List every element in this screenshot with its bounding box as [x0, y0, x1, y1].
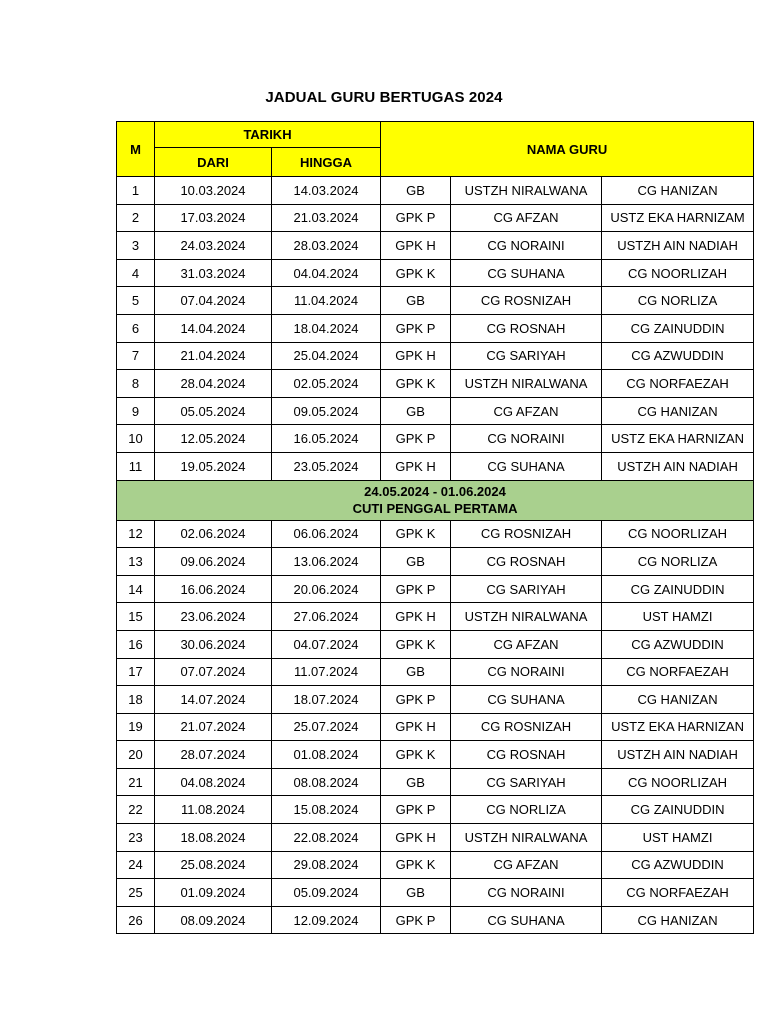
- date-from-cell: 31.03.2024: [155, 259, 272, 287]
- row-number-cell: 21: [117, 768, 155, 796]
- teacher-2-cell: CG ZAINUDDIN: [602, 314, 754, 342]
- table-row: [117, 741, 754, 769]
- teacher-2-cell: CG ZAINUDDIN: [602, 575, 754, 603]
- teacher-1-cell: USTZH NIRALWANA: [451, 824, 602, 852]
- date-from-cell: 16.06.2024: [155, 575, 272, 603]
- duty-role-cell: GPK K: [381, 851, 451, 879]
- table-row: [117, 851, 754, 879]
- duty-role-cell: GPK P: [381, 686, 451, 714]
- teacher-1-cell: CG ROSNAH: [451, 548, 602, 576]
- teacher-2-cell: CG HANIZAN: [602, 906, 754, 934]
- row-number-cell: 2: [117, 204, 155, 232]
- duty-role-cell: GPK P: [381, 575, 451, 603]
- teacher-1-cell: CG NORAINI: [451, 879, 602, 907]
- teacher-1-cell: CG SARIYAH: [451, 342, 602, 370]
- teacher-2-cell: CG HANIZAN: [602, 686, 754, 714]
- date-from-cell: 28.04.2024: [155, 370, 272, 398]
- row-number-cell: 14: [117, 575, 155, 603]
- table-row: [117, 425, 754, 453]
- header-dari: DARI: [155, 148, 272, 177]
- header-m: M: [117, 122, 155, 177]
- date-from-cell: 24.03.2024: [155, 232, 272, 260]
- teacher-2-cell: USTZH AIN NADIAH: [602, 741, 754, 769]
- duty-role-cell: GPK P: [381, 204, 451, 232]
- teacher-1-cell: CG SUHANA: [451, 452, 602, 480]
- date-to-cell: 18.04.2024: [272, 314, 381, 342]
- duty-role-cell: GPK K: [381, 741, 451, 769]
- header-hingga: HINGGA: [272, 148, 381, 177]
- duty-role-cell: GPK P: [381, 425, 451, 453]
- teacher-2-cell: USTZH AIN NADIAH: [602, 232, 754, 260]
- row-number-cell: 10: [117, 425, 155, 453]
- date-to-cell: 29.08.2024: [272, 851, 381, 879]
- teacher-2-cell: USTZH AIN NADIAH: [602, 452, 754, 480]
- row-number-cell: 8: [117, 370, 155, 398]
- teacher-2-cell: CG NORLIZA: [602, 548, 754, 576]
- row-number-cell: 3: [117, 232, 155, 260]
- header-tarikh: TARIKH: [155, 122, 381, 148]
- date-to-cell: 04.04.2024: [272, 259, 381, 287]
- teacher-2-cell: CG AZWUDDIN: [602, 851, 754, 879]
- teacher-1-cell: CG ROSNIZAH: [451, 287, 602, 315]
- table-row: [117, 204, 754, 232]
- duty-schedule-table: [116, 121, 754, 934]
- table-row: [117, 686, 754, 714]
- row-number-cell: 11: [117, 452, 155, 480]
- date-to-cell: 25.04.2024: [272, 342, 381, 370]
- table-row: [117, 259, 754, 287]
- teacher-2-cell: CG AZWUDDIN: [602, 630, 754, 658]
- date-from-cell: 19.05.2024: [155, 452, 272, 480]
- duty-role-cell: GPK K: [381, 630, 451, 658]
- page-title: JADUAL GURU BERTUGAS 2024: [265, 89, 503, 106]
- teacher-2-cell: USTZ EKA HARNIZAN: [602, 713, 754, 741]
- date-to-cell: 06.06.2024: [272, 520, 381, 548]
- date-to-cell: 11.07.2024: [272, 658, 381, 686]
- date-from-cell: 08.09.2024: [155, 906, 272, 934]
- teacher-1-cell: CG AFZAN: [451, 397, 602, 425]
- term-break-banner: [117, 480, 754, 520]
- row-number-cell: 22: [117, 796, 155, 824]
- row-number-cell: 25: [117, 879, 155, 907]
- date-to-cell: 23.05.2024: [272, 452, 381, 480]
- date-from-cell: 04.08.2024: [155, 768, 272, 796]
- teacher-1-cell: USTZH NIRALWANA: [451, 370, 602, 398]
- schedule-rows-term-1: [117, 177, 754, 481]
- date-from-cell: 11.08.2024: [155, 796, 272, 824]
- date-from-cell: 01.09.2024: [155, 879, 272, 907]
- teacher-1-cell: USTZH NIRALWANA: [451, 603, 602, 631]
- teacher-1-cell: CG AFZAN: [451, 851, 602, 879]
- date-from-cell: 05.05.2024: [155, 397, 272, 425]
- date-to-cell: 18.07.2024: [272, 686, 381, 714]
- teacher-1-cell: CG ROSNAH: [451, 314, 602, 342]
- date-to-cell: 13.06.2024: [272, 548, 381, 576]
- duty-role-cell: GPK H: [381, 452, 451, 480]
- date-from-cell: 14.07.2024: [155, 686, 272, 714]
- table-row: [117, 575, 754, 603]
- duty-role-cell: GB: [381, 768, 451, 796]
- teacher-2-cell: USTZ EKA HARNIZAM: [602, 204, 754, 232]
- row-number-cell: 6: [117, 314, 155, 342]
- duty-role-cell: GPK P: [381, 796, 451, 824]
- date-from-cell: 21.04.2024: [155, 342, 272, 370]
- term-break-dates: 24.05.2024 - 01.06.2024: [364, 484, 506, 500]
- teacher-2-cell: CG HANIZAN: [602, 397, 754, 425]
- table-row: [117, 232, 754, 260]
- teacher-1-cell: CG NORAINI: [451, 658, 602, 686]
- duty-role-cell: GPK P: [381, 906, 451, 934]
- date-to-cell: 01.08.2024: [272, 741, 381, 769]
- date-to-cell: 04.07.2024: [272, 630, 381, 658]
- table-row: [117, 768, 754, 796]
- teacher-1-cell: CG NORLIZA: [451, 796, 602, 824]
- date-from-cell: 28.07.2024: [155, 741, 272, 769]
- duty-role-cell: GB: [381, 177, 451, 205]
- duty-role-cell: GPK K: [381, 259, 451, 287]
- teacher-1-cell: CG SARIYAH: [451, 575, 602, 603]
- teacher-1-cell: CG AFZAN: [451, 204, 602, 232]
- row-number-cell: 23: [117, 824, 155, 852]
- date-to-cell: 27.06.2024: [272, 603, 381, 631]
- table-row: [117, 658, 754, 686]
- row-number-cell: 18: [117, 686, 155, 714]
- date-to-cell: 22.08.2024: [272, 824, 381, 852]
- date-to-cell: 28.03.2024: [272, 232, 381, 260]
- duty-role-cell: GPK H: [381, 232, 451, 260]
- date-to-cell: 08.08.2024: [272, 768, 381, 796]
- date-to-cell: 02.05.2024: [272, 370, 381, 398]
- row-number-cell: 12: [117, 520, 155, 548]
- table-header: [117, 122, 754, 177]
- teacher-1-cell: CG NORAINI: [451, 425, 602, 453]
- row-number-cell: 4: [117, 259, 155, 287]
- teacher-1-cell: CG SUHANA: [451, 686, 602, 714]
- teacher-2-cell: CG NORFAEZAH: [602, 879, 754, 907]
- date-to-cell: 20.06.2024: [272, 575, 381, 603]
- row-number-cell: 7: [117, 342, 155, 370]
- row-number-cell: 9: [117, 397, 155, 425]
- row-number-cell: 19: [117, 713, 155, 741]
- teacher-2-cell: CG HANIZAN: [602, 177, 754, 205]
- duty-role-cell: GPK H: [381, 713, 451, 741]
- teacher-1-cell: CG SUHANA: [451, 259, 602, 287]
- date-from-cell: 07.07.2024: [155, 658, 272, 686]
- teacher-1-cell: CG NORAINI: [451, 232, 602, 260]
- date-from-cell: 02.06.2024: [155, 520, 272, 548]
- date-to-cell: 25.07.2024: [272, 713, 381, 741]
- duty-role-cell: GB: [381, 548, 451, 576]
- table-row: [117, 314, 754, 342]
- table-row: [117, 879, 754, 907]
- date-to-cell: 14.03.2024: [272, 177, 381, 205]
- table-row: [117, 520, 754, 548]
- date-from-cell: 17.03.2024: [155, 204, 272, 232]
- date-from-cell: 10.03.2024: [155, 177, 272, 205]
- row-number-cell: 1: [117, 177, 155, 205]
- teacher-2-cell: CG NORFAEZAH: [602, 370, 754, 398]
- table-row: [117, 603, 754, 631]
- teacher-2-cell: UST HAMZI: [602, 824, 754, 852]
- row-number-cell: 5: [117, 287, 155, 315]
- date-from-cell: 09.06.2024: [155, 548, 272, 576]
- table-row: [117, 824, 754, 852]
- teacher-1-cell: CG ROSNIZAH: [451, 713, 602, 741]
- date-from-cell: 21.07.2024: [155, 713, 272, 741]
- table-row: [117, 370, 754, 398]
- teacher-1-cell: CG SUHANA: [451, 906, 602, 934]
- duty-role-cell: GB: [381, 397, 451, 425]
- table-row: [117, 630, 754, 658]
- duty-role-cell: GPK H: [381, 603, 451, 631]
- teacher-2-cell: CG NOORLIZAH: [602, 520, 754, 548]
- date-from-cell: 14.04.2024: [155, 314, 272, 342]
- duty-role-cell: GPK H: [381, 342, 451, 370]
- table-row: [117, 713, 754, 741]
- date-from-cell: 30.06.2024: [155, 630, 272, 658]
- teacher-1-cell: CG ROSNIZAH: [451, 520, 602, 548]
- table-row: [117, 397, 754, 425]
- date-from-cell: 07.04.2024: [155, 287, 272, 315]
- table-row: [117, 177, 754, 205]
- term-break: [117, 480, 754, 520]
- row-number-cell: 13: [117, 548, 155, 576]
- teacher-1-cell: CG AFZAN: [451, 630, 602, 658]
- teacher-2-cell: CG ZAINUDDIN: [602, 796, 754, 824]
- date-to-cell: 11.04.2024: [272, 287, 381, 315]
- table-row: [117, 548, 754, 576]
- date-from-cell: 12.05.2024: [155, 425, 272, 453]
- teacher-1-cell: USTZH NIRALWANA: [451, 177, 602, 205]
- duty-role-cell: GB: [381, 879, 451, 907]
- date-from-cell: 18.08.2024: [155, 824, 272, 852]
- date-to-cell: 09.05.2024: [272, 397, 381, 425]
- teacher-2-cell: CG NOORLIZAH: [602, 768, 754, 796]
- teacher-2-cell: CG AZWUDDIN: [602, 342, 754, 370]
- teacher-2-cell: UST HAMZI: [602, 603, 754, 631]
- duty-role-cell: GPK K: [381, 370, 451, 398]
- row-number-cell: 24: [117, 851, 155, 879]
- date-to-cell: 21.03.2024: [272, 204, 381, 232]
- date-to-cell: 15.08.2024: [272, 796, 381, 824]
- table-row: [117, 796, 754, 824]
- teacher-2-cell: USTZ EKA HARNIZAN: [602, 425, 754, 453]
- duty-role-cell: GPK P: [381, 314, 451, 342]
- date-from-cell: 23.06.2024: [155, 603, 272, 631]
- row-number-cell: 16: [117, 630, 155, 658]
- table-row: [117, 452, 754, 480]
- date-from-cell: 25.08.2024: [155, 851, 272, 879]
- row-number-cell: 26: [117, 906, 155, 934]
- header-nama-guru: NAMA GURU: [381, 122, 754, 177]
- duty-role-cell: GB: [381, 287, 451, 315]
- row-number-cell: 15: [117, 603, 155, 631]
- teacher-2-cell: CG NORLIZA: [602, 287, 754, 315]
- term-break-label: CUTI PENGGAL PERTAMA: [352, 501, 518, 517]
- row-number-cell: 17: [117, 658, 155, 686]
- table-row: [117, 342, 754, 370]
- duty-role-cell: GPK H: [381, 824, 451, 852]
- duty-role-cell: GPK K: [381, 520, 451, 548]
- date-to-cell: 12.09.2024: [272, 906, 381, 934]
- schedule-rows-term-2: [117, 520, 754, 934]
- table-row: [117, 906, 754, 934]
- teacher-1-cell: CG ROSNAH: [451, 741, 602, 769]
- date-to-cell: 05.09.2024: [272, 879, 381, 907]
- teacher-2-cell: CG NORFAEZAH: [602, 658, 754, 686]
- table-row: [117, 287, 754, 315]
- teacher-2-cell: CG NOORLIZAH: [602, 259, 754, 287]
- duty-role-cell: GB: [381, 658, 451, 686]
- date-to-cell: 16.05.2024: [272, 425, 381, 453]
- teacher-1-cell: CG SARIYAH: [451, 768, 602, 796]
- row-number-cell: 20: [117, 741, 155, 769]
